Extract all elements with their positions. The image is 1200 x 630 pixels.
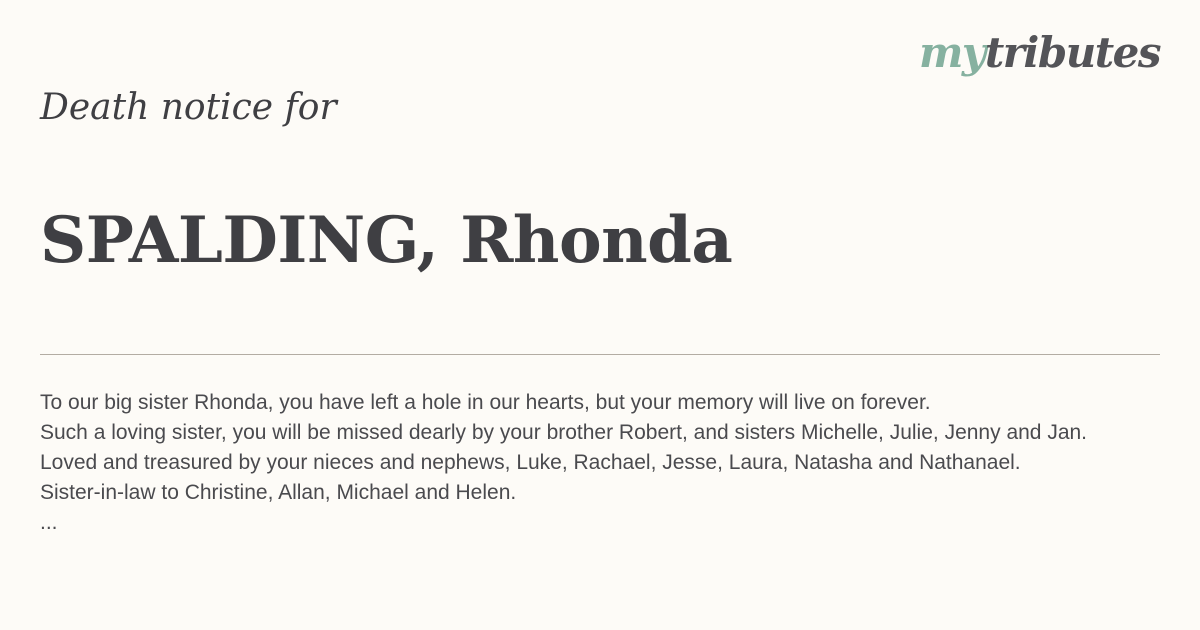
- notice-line: To our big sister Rhonda, you have left a hole in our hearts, but your memory will live on forever.: [40, 391, 931, 414]
- notice-type-label: Death notice for: [40, 87, 337, 128]
- notice-ellipsis: ...: [40, 511, 58, 534]
- mytributes-logo[interactable]: [918, 28, 1160, 77]
- logo-my-text: my: [918, 28, 985, 77]
- logo-tributes-text: tributes: [984, 28, 1160, 77]
- divider: [40, 354, 1160, 355]
- deceased-name: SPALDING, Rhonda: [40, 203, 733, 278]
- notice-line: Such a loving sister, you will be missed dearly by your brother Robert, and sisters Michelle, Julie, Jenny and Jan.: [40, 421, 1088, 444]
- notice-line: Sister-in-law to Christine, Allan, Michael and Helen.: [40, 481, 517, 504]
- notice-body: [40, 388, 1120, 538]
- notice-line: Loved and treasured by your nieces and nephews, Luke, Rachael, Jesse, Laura, Natasha and Nathanael.: [40, 451, 1021, 474]
